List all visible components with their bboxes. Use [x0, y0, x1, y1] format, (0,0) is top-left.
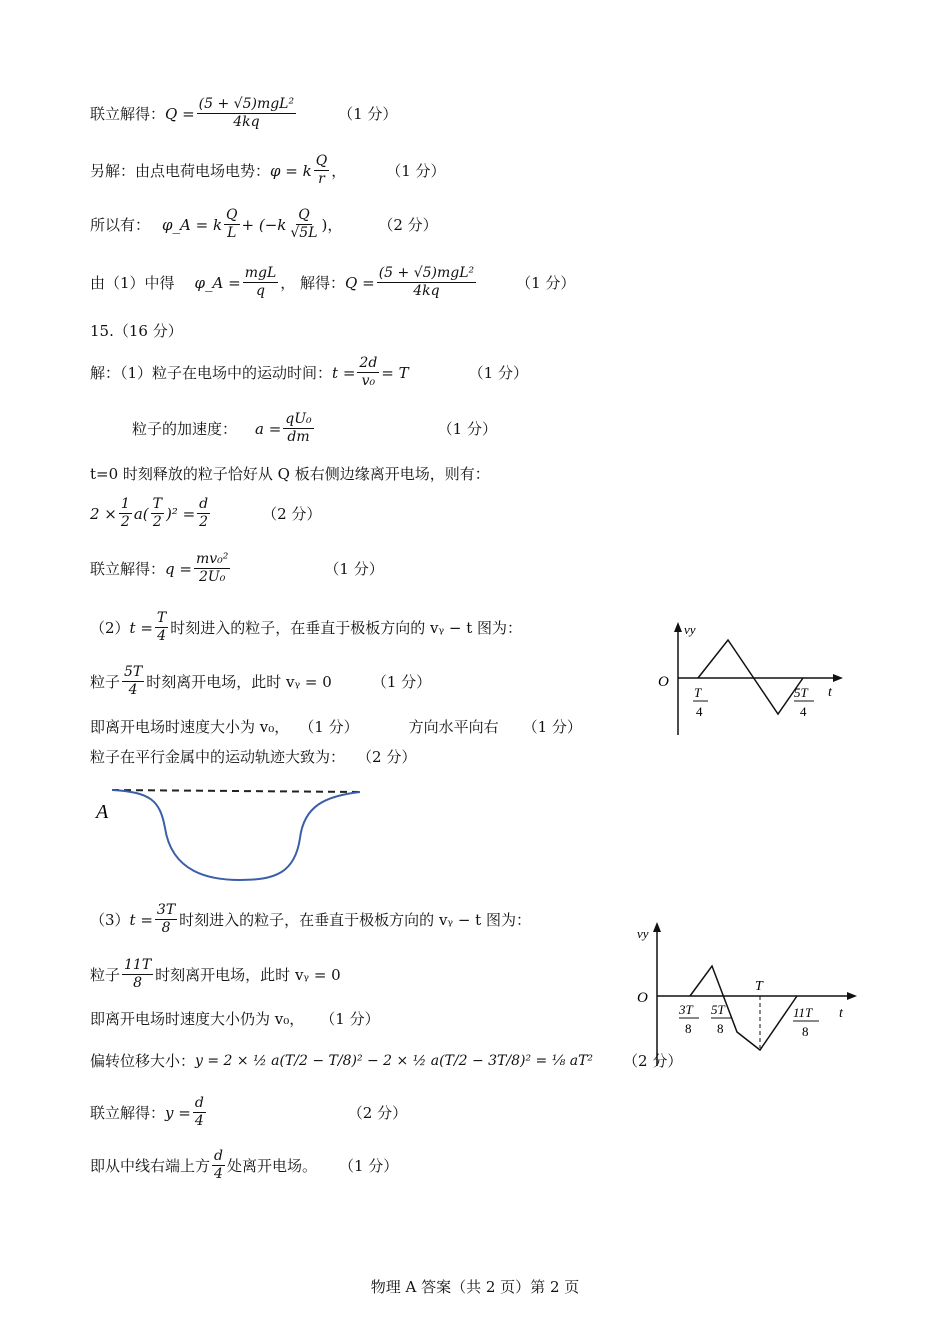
formula-var: Q = [345, 273, 375, 292]
denominator: dm [287, 429, 310, 445]
fraction [197, 496, 210, 531]
denominator: √5L [290, 225, 318, 241]
tick-5t-over-4-den: 4 [800, 704, 807, 719]
fraction [283, 411, 313, 446]
score: （1 分） [339, 1157, 399, 1175]
centerline-dashed [112, 790, 360, 792]
line-15 [90, 902, 531, 937]
denominator: 2 [152, 514, 162, 530]
question-heading [90, 320, 183, 341]
vy-t-graph-1 [648, 620, 848, 740]
line-2 [90, 153, 446, 188]
numerator: Q [315, 153, 328, 169]
numerator: d [199, 496, 209, 512]
t-label: t [828, 685, 832, 700]
denominator: 4kq [413, 283, 440, 299]
tick-11t-over-8-num: 11T [793, 1005, 813, 1020]
denominator: L [227, 225, 237, 241]
vy-curve [690, 966, 797, 1050]
denominator: 4 [194, 1113, 204, 1129]
line-18 [90, 1050, 682, 1071]
line-text: 粒子在平行金属中的运动轨迹大致为： [90, 748, 346, 766]
numerator: Q [226, 207, 238, 223]
fraction [119, 496, 132, 531]
score: （2 分） [347, 1104, 408, 1122]
formula-part: 2 × [90, 504, 117, 523]
tick-11t-over-8-den: 8 [802, 1024, 809, 1039]
numerator: 1 [120, 496, 130, 512]
denominator: 2 [120, 514, 130, 530]
score: （1 分） [516, 274, 576, 292]
comma: ， [331, 162, 347, 180]
x-axis-arrow [847, 992, 857, 1000]
line-text: 即从中线右端上方 [90, 1157, 211, 1175]
numerator: 11T [124, 957, 152, 973]
formula-var: t = [332, 363, 356, 382]
page-footer [0, 1276, 950, 1297]
numerator: 2d [359, 355, 378, 371]
tick-3t-over-8-num: 3T [679, 1002, 693, 1017]
line-3 [90, 207, 438, 242]
tick-5t-over-8-num: 5T [711, 1002, 725, 1017]
tick-5t-over-8-den: 8 [717, 1021, 724, 1036]
line-14 [90, 746, 416, 767]
line-text: 即离开电场时速度大小为 v₀， [90, 718, 290, 736]
formula-var: y = [165, 1103, 191, 1122]
numerator: mv₀² [195, 551, 229, 567]
formula-part: a( [133, 504, 149, 523]
x-axis-arrow [833, 674, 843, 682]
line-text: 处离开电场。 [226, 1157, 317, 1175]
line-text: 时刻离开电场，此时 vᵧ = 0 [155, 966, 341, 984]
fraction [197, 96, 296, 131]
score: （1 分） [371, 673, 432, 691]
formula-part: + (−k [241, 215, 287, 234]
line-label: 所以有： [90, 216, 151, 234]
footer-text: 物理 A 答案（共 2 页）第 2 页 [370, 1278, 580, 1296]
denominator: 4 [157, 628, 167, 644]
line-label: 粒子的加速度： [132, 420, 238, 438]
tick-3t-over-8-den: 8 [685, 1021, 692, 1036]
line-16 [90, 957, 341, 992]
numerator: (5 + √5)mgL² [198, 96, 295, 112]
line-label: 联立解得： [90, 105, 166, 123]
trajectory-curve [112, 790, 360, 880]
fraction [377, 265, 476, 300]
fraction [224, 207, 239, 242]
tick-5t-over-4-num: 5T [794, 685, 808, 700]
numerator: T [152, 496, 162, 512]
line-9 [90, 496, 321, 531]
t-label: t [839, 1006, 843, 1021]
fraction [288, 207, 319, 242]
score: （2 分） [623, 1052, 683, 1070]
score: （1 分） [320, 1010, 380, 1028]
line-10 [90, 551, 384, 586]
vy-label: vy [637, 926, 649, 941]
line-17 [90, 1008, 380, 1029]
line-8 [90, 463, 490, 484]
formula-part: )， [321, 216, 343, 234]
formula-var: φ = k [270, 161, 312, 180]
formula-part: （2） [90, 619, 130, 637]
numerator: d [214, 1148, 223, 1164]
numerator: d [194, 1095, 204, 1111]
formula-var: a = [255, 419, 282, 438]
denominator: r [318, 171, 325, 187]
fraction [243, 265, 279, 300]
denominator: 2U₀ [199, 569, 226, 585]
vy-label: vy [684, 622, 696, 637]
tick-t-over-4-num: T [694, 685, 702, 700]
line-label: 联立解得： [90, 560, 166, 578]
numerator: 5T [124, 664, 143, 680]
line-13 [90, 716, 582, 737]
denominator: 8 [161, 920, 171, 936]
formula-part: （3） [90, 911, 130, 929]
line-label: 粒子 [90, 673, 121, 691]
line-6 [90, 355, 528, 390]
line-text: 时刻进入的粒子，在垂直于极板方向的 vᵧ − t 图为： [179, 911, 531, 929]
line-text: 时刻离开电场，此时 vᵧ = 0 [146, 673, 332, 691]
line-label: 偏转位移大小： [90, 1052, 196, 1070]
fraction [151, 496, 164, 531]
score: （2 分） [378, 216, 438, 234]
fraction [122, 664, 144, 699]
formula-var: q = [165, 559, 192, 578]
numerator: 3T [156, 902, 176, 918]
formula-var: φ_A = k [162, 215, 223, 234]
line-label: 粒子 [90, 966, 121, 984]
line-text: 时刻进入的粒子，在垂直于极板方向的 vᵧ − t 图为： [170, 619, 523, 637]
denominator: 8 [133, 975, 143, 991]
score: （1 分） [468, 364, 528, 382]
line-1 [90, 96, 397, 131]
line-label: 解：（1）粒子在电场中的运动时间： [90, 364, 333, 382]
line-4 [90, 265, 575, 300]
line-label: 联立解得： [90, 1104, 166, 1122]
numerator: (5 + √5)mgL² [378, 265, 475, 281]
y-axis-arrow [674, 622, 682, 632]
denominator: 4 [128, 682, 138, 698]
line-20 [90, 1148, 398, 1183]
line-label: 由（1）中得 [90, 274, 175, 292]
line-text: 即离开电场时速度大小仍为 v₀， [90, 1010, 305, 1028]
denominator: q [256, 283, 265, 299]
vy-t-graph-2 [625, 920, 865, 1070]
origin-label: O [658, 674, 669, 690]
fraction [193, 1095, 206, 1130]
line-11 [90, 610, 522, 645]
point-a-label: A [96, 801, 109, 823]
formula-part: ， 解得： [280, 274, 346, 292]
denominator: 2 [199, 514, 209, 530]
score: （1 分） [324, 560, 384, 578]
line-12 [90, 664, 431, 699]
score: （2 分） [357, 748, 417, 766]
fraction [314, 153, 329, 188]
score: （1 分） [338, 105, 398, 123]
fraction [357, 355, 379, 390]
line-label: 另解：由点电荷电场电势： [90, 162, 271, 180]
fraction [212, 1148, 225, 1183]
score: （1 分） [386, 162, 446, 180]
formula-part: = T [381, 363, 409, 382]
fraction [155, 610, 168, 645]
tick-t-over-4-den: 4 [696, 704, 703, 719]
denominator: 4kq [233, 114, 260, 130]
numerator: mgL [244, 265, 277, 281]
numerator: Q [298, 207, 310, 223]
score: （1 分） [299, 718, 359, 736]
fraction [194, 551, 230, 586]
y-axis-arrow [653, 922, 661, 932]
denominator: v₀ [361, 373, 376, 389]
denominator: 4 [214, 1166, 223, 1182]
vy-curve [698, 640, 803, 714]
heading-text: 15.（16 分） [90, 322, 183, 340]
line-text: t=0 时刻释放的粒子恰好从 Q 板右侧边缘离开电场，则有： [90, 465, 490, 483]
score: （1 分） [522, 718, 582, 736]
trajectory-diagram [90, 778, 380, 888]
fraction [122, 957, 153, 992]
formula-part: )² = [165, 504, 196, 523]
formula: y = 2 × ½ a(T/2 − T/8)² − 2 × ½ a(T/2 − 3T/8)² = ⅛ aT² [195, 1052, 594, 1069]
formula-var: φ_A = [194, 273, 241, 292]
numerator: T [156, 610, 167, 626]
line-text: 方向水平向右 [408, 718, 499, 736]
formula-var: t = [129, 618, 153, 637]
score: （1 分） [437, 420, 497, 438]
line-19 [90, 1095, 407, 1130]
fraction [155, 902, 177, 937]
formula-var: t = [129, 910, 153, 929]
numerator: qU₀ [285, 411, 312, 427]
formula-var: Q = [165, 104, 195, 123]
score: （2 分） [262, 505, 322, 523]
line-7 [132, 411, 497, 446]
origin-label: O [637, 990, 648, 1006]
t-marker-label: T [755, 979, 763, 994]
